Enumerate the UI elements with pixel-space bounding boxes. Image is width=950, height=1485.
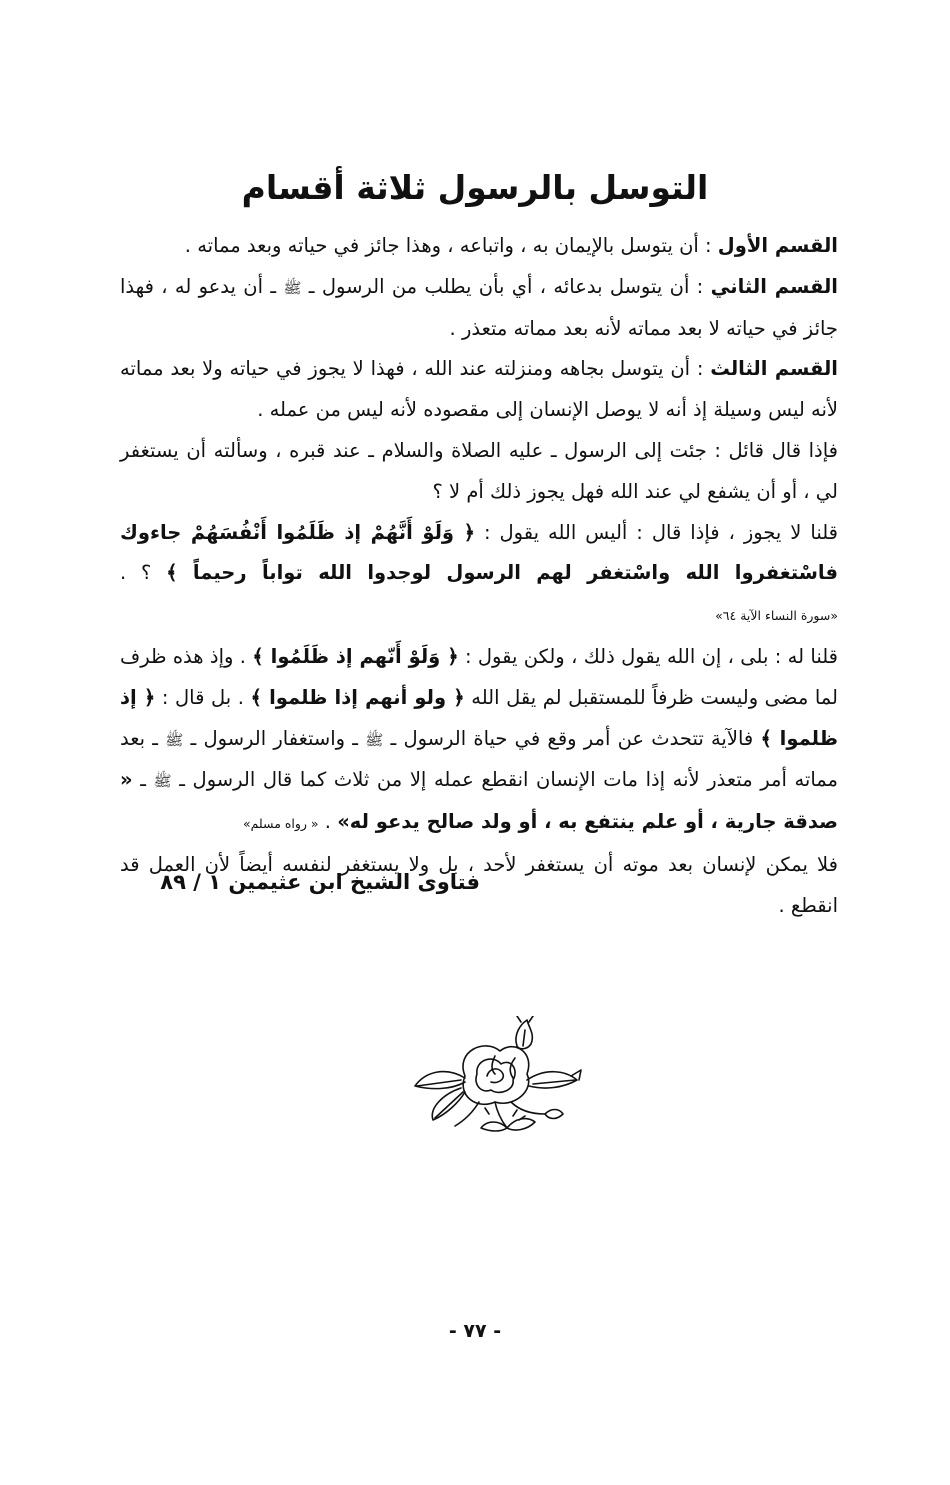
section-1-paragraph [120,226,838,267]
section-3-label: القسم الثالث [710,357,838,381]
salawat-mark: ﷺ [165,730,184,749]
answer-text-1: قلنا لا يجوز ، فإذا قال : أليس الله يقول : [475,520,838,544]
reply-paragraph [120,637,838,845]
final-paragraph: فلا يمكن لإنسان بعد موته أن يستغفر لأحد ، بل ولا يستغفر لنفسه أيضاً لأن العمل قد انقطع . [120,852,838,917]
section-2-text-2: ـ أن يدعو له ، فهذا جائز في حياته لا بعد مماته لأنه بعد مماته متعذر . [120,274,838,340]
quran-verse: ﴿ وَلَوْ أَنَّهُمْ إذ ظَلَمُوا أَنْفُسَهُمْ جاءوك فاسْتغفروا الله واسْتغفر لهم الرسول لوجدوا الله تواباً رحيماً ﴾ [120,520,838,585]
question-paragraph: فإذا قال قائل : جئت إلى الرسول ـ عليه الصلاة والسلام ـ عند قبره ، وسألته أن يستغفر لي ، أو أن يشفع لي عند الله فهل يجوز ذلك أم لا ؟ [120,438,838,503]
section-3-text: : أن يتوسل بجاهه ومنزلته عند الله ، فهذا لا يجوز في حياته ولا بعد مماته لأنه ليس وسيلة إذ أنه لا يوصل الإنسان إلى مقصوده لأنه ليس من عمله . [120,357,838,422]
section-2-text-1: : أن يتوسل بدعائه ، أي بأن يطلب من الرسول ـ [301,274,711,298]
answer-text-2: ؟ . [120,561,167,585]
salawat-mark: ﷺ [365,730,384,749]
section-2-label: القسم الثاني [710,274,838,298]
verse-quote-2: ﴿ ولو أنهم إذا ظلموا ﴾ [250,685,465,709]
salawat-mark: ﷺ [283,278,302,297]
page-number: - ٧٧ - [448,1320,502,1342]
reply-text-7: ـ [132,768,154,792]
section-1-label: القسم الأول [717,234,838,257]
hadith-quote: « صدقة جارية ، أو علم ينتفع به ، أو ولد صالح يدعو له» [120,768,838,834]
hadith-reference: « رواه مسلم» [242,816,319,832]
reply-text-4: فالآية تتحدث عن أمر وقع في حياة الرسول ـ [383,726,761,750]
verse-quote-3: ﴿ إذ ظلموا ﴾ [120,685,838,750]
section-2-paragraph [120,267,838,350]
section-3-paragraph [120,349,838,431]
reply-text-1: قلنا له : بلى ، إن الله يقول ذلك ، ولكن يقول : [458,644,838,668]
section-1-text: : أن يتوسل بالإيمان به ، واتباعه ، وهذا جائز في حياته وبعد مماته . [184,234,718,257]
source-citation: فتاوى الشيخ ابن عثيمين ١ / ٨٩ [160,870,480,894]
salawat-mark: ﷺ [153,772,172,791]
reply-text-3: . بل قال : [155,685,251,709]
reply-text-5: ـ واستغفار الرسول ـ [183,726,366,750]
answer-paragraph [120,513,838,637]
reply-text-2: . وإذ هذه ظرف لما مضى وليست ظرفاً للمستقبل لم يقل الله [120,644,839,709]
article-body [120,226,838,927]
verse-reference: «سورة النساء الآية ٦٤» [715,608,838,624]
reply-text-6: ـ بعد مماته أمر متعذر لأنه إذا مات الإنسان انقطع عمله إلا من ثلاث كما قال الرسول ـ [120,726,838,792]
page-title: التوسل بالرسول ثلاثة أقسام [241,168,709,207]
verse-quote-1: ﴿ وَلَوْ أَنّهم إذ ظَلَمُوا ﴾ [252,644,459,668]
reply-text-8: . [318,810,338,834]
rose-ornament-icon [395,1016,595,1136]
